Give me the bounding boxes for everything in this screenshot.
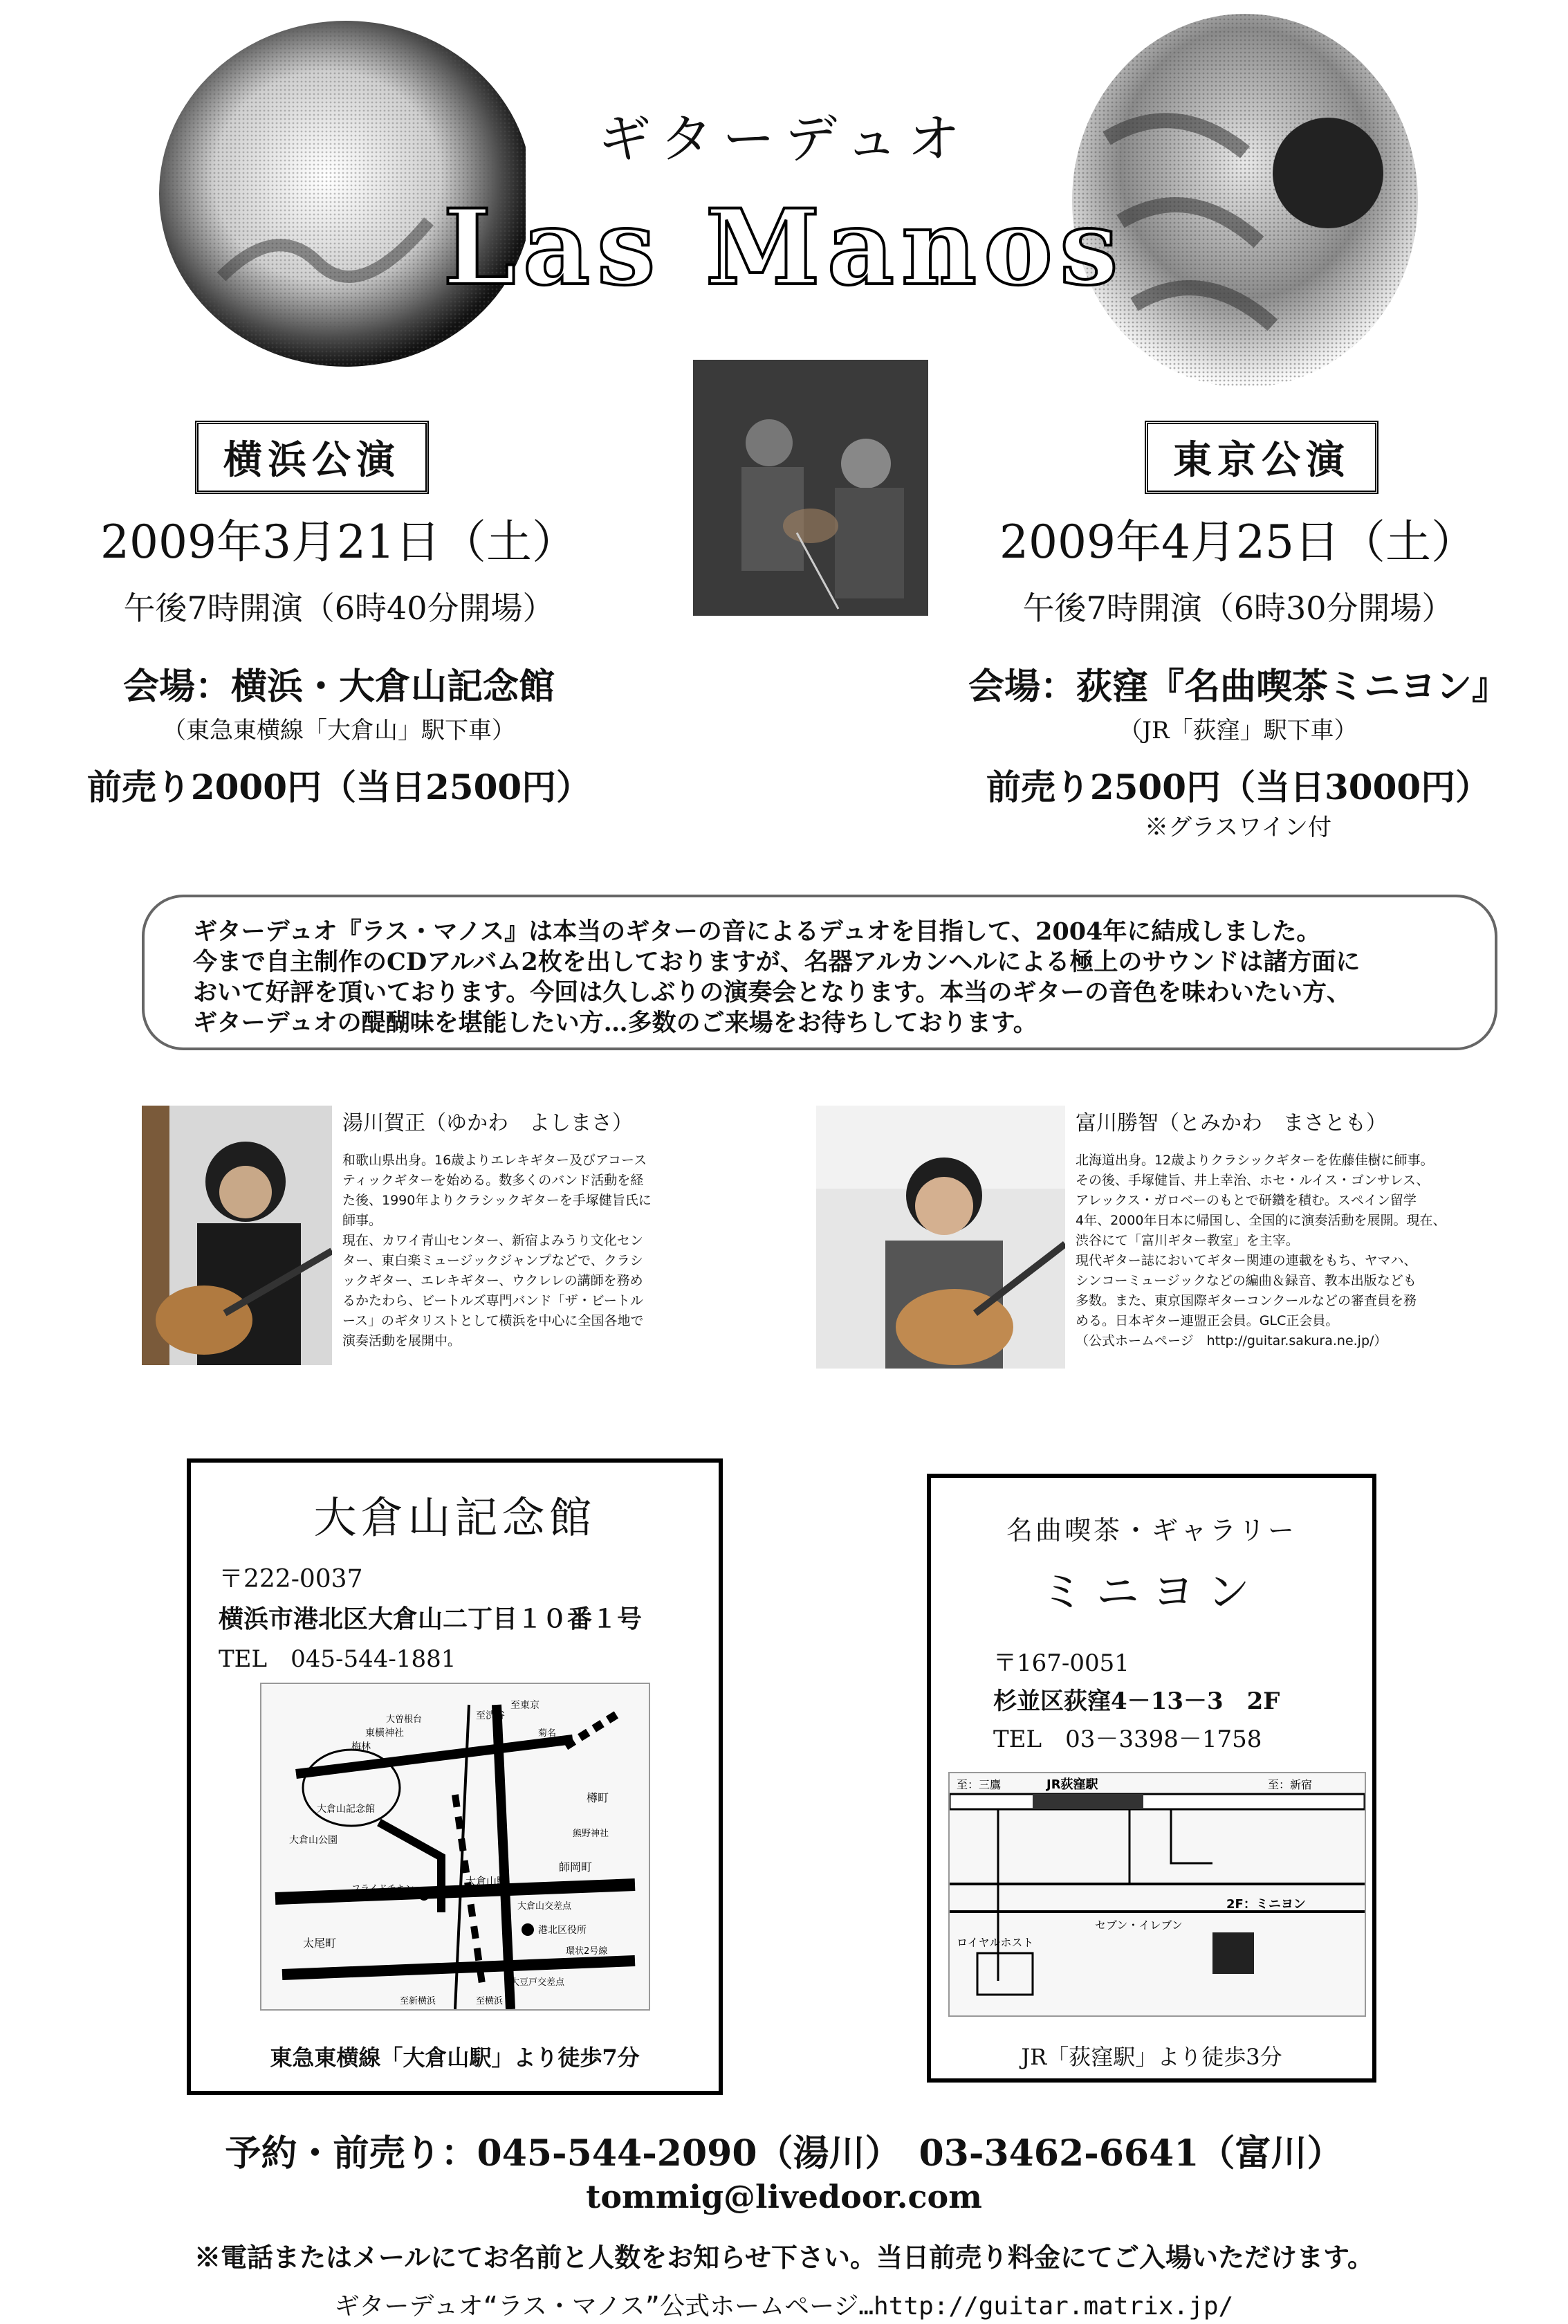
map-label: 熊野神社 [573,1829,609,1839]
map-label: 2F：ミニヨン [1226,1897,1306,1912]
bio-line: ター、東白楽ミュージックジャンプなどで、クラシ [342,1253,643,1268]
map-label: 至：三鷹 [957,1778,1002,1791]
yokohama-label: 横浜公演 [195,421,429,494]
tokyo-price: 前売り2500円（当日3000円） [986,767,1491,807]
email-link[interactable]: tommig@livedoor.com [586,2178,982,2215]
map-label: 至渋谷 [476,1710,505,1721]
venue2-name: ミニヨン [1040,1566,1262,1617]
map-label: 大倉山公園 [289,1835,338,1846]
tokyo-label: 東京公演 [1145,421,1378,494]
venue1-map [260,1683,650,2011]
venue2-zip: 〒167-0051 [993,1649,1129,1677]
bio-line: める。日本ギター連盟正会員。GLC正会員。 [1076,1313,1339,1328]
bio-line: 現代ギター誌においてギター関連の連載をもち、ヤマハ、 [1076,1253,1417,1268]
blurb-line: 今まで自主制作のCDアルバム2枚を出しておりますが、名器アルカンヘルによる極上のサウンドは諸方面に [193,948,1361,976]
bio-line: その後、手塚健旨、井上幸治、ホセ・ルイス・ゴンサレス、 [1076,1173,1430,1188]
map-label: 港北区役所 [538,1925,587,1936]
tokyo-venue: 会場：荻窪『名曲喫茶ミニヨン』 [968,666,1508,708]
venue1-address: 横浜市港北区大倉山二丁目１０番１号 [219,1604,643,1634]
venue2-tel: TEL 03－3398－1758 [993,1726,1262,1753]
map-label: 菊名 [538,1728,557,1739]
map-label: 大倉山駅 [465,1875,508,1887]
venue2-address: 杉並区荻窪4－13－3 2F [993,1687,1280,1715]
yokohama-date: 2009年3月21日（土） [100,515,578,569]
blurb-line: ギターデュオの醍醐味を堪能したい方…多数のご来場をお待ちしております。 [193,1009,1037,1037]
yokohama-access: （東急東横線「大倉山」駅下車） [163,717,515,744]
header-subtitle: ギターデュオ [598,108,970,170]
map-label: セブン・イレブン [1095,1919,1183,1932]
map-label: ロイヤルホスト [957,1936,1034,1949]
reservation-line: 予約・前売り：045-544-2090（湯川） 03-3462-6641（富川） [225,2132,1343,2175]
map-label: 大倉山記念館 [317,1804,375,1815]
map-label: 東横神社 [365,1728,404,1739]
venue2-directions: JR「荻窪駅」より徒歩3分 [1021,2044,1282,2070]
bio-line: るかたわら、ビートルズ専門バンド「ザ・ビートル [342,1293,643,1308]
venue2-map [948,1772,1366,2017]
bio-line: アレックス・ガロベーのもとで研鑽を積む。スペイン留学 [1076,1193,1417,1208]
map-label: 梅林 [351,1741,371,1753]
blurb-line: ギターデュオ『ラス・マノス』は本当のギターの音によるデュオを目指して、2004年に結成しました。 [193,917,1321,946]
duo-photo [693,360,928,616]
website-link[interactable]: ギターデュオ“ラス・マノス”公式ホームページ…http://guitar.matrix.jp/ [334,2292,1234,2321]
venue1-box [187,1458,723,2095]
bio-line: 渋谷にて「富川ギター教室」を主宰。 [1076,1233,1299,1248]
tomikawa-bio [1076,1151,1532,1351]
blurb-line: おいて好評を頂いております。今回は久しぶりの演奏会となります。本当のギターの音色を味わいたい方、 [193,978,1352,1007]
yokohama-price: 前売り2000円（当日2500円） [86,767,591,807]
bio-line: ティックギターを始める。数多くのバンド活動を経 [342,1173,644,1188]
tomikawa-photo [816,1106,1065,1369]
booking-note: ※電話またはメールにてお名前と人数をお知らせ下さい。当日前売り料金にてご入場いただけます。 [194,2242,1374,2273]
bio-line: 和歌山県出身。16歳よりエレキギター及びアコース [342,1153,647,1168]
bio-line: シンコーミュージックなどの編曲＆録音、教本出版なども [1076,1273,1417,1288]
map-label: フライドチキン [351,1884,414,1894]
header-title: Las Manos [443,187,1125,309]
map-label: 至東京 [510,1700,539,1711]
yukawa-photo [142,1106,332,1365]
bio-line: ース」のギタリストとして横浜を中心に全国各地で [342,1313,644,1328]
map-label: 師岡町 [559,1860,593,1874]
tokyo-date: 2009年4月25日（土） [999,515,1477,569]
map-label: 至：新宿 [1268,1778,1313,1791]
tokyo-note: ※グラスワイン付 [1145,814,1331,841]
bio-line: 4年、2000年日本に帰国し、全国的に演奏活動を展開。現在、 [1076,1213,1446,1228]
venue2-category: 名曲喫茶・ギャラリー [1006,1515,1297,1546]
tomikawa-name: 富川勝智（とみかわ まさとも） [1076,1111,1387,1135]
map-label: JR荻窪駅 [1046,1777,1098,1792]
venue1-directions: 東急東横線「大倉山駅」より徒歩7分 [270,2044,640,2071]
yokohama-venue: 会場：横浜・大倉山記念館 [122,666,555,708]
bio-line: ックギター、エレキギター、ウクレレの講師を務め [342,1273,643,1288]
bio-line: （公式ホームページ http://guitar.sakura.ne.jp/） [1076,1333,1387,1348]
yukawa-name: 湯川賀正（ゆかわ よしまさ） [342,1111,633,1135]
map-label: 樽町 [587,1791,609,1804]
tokyo-time: 午後7時開演（6時30分開場） [1022,589,1454,627]
venue1-name: 大倉山記念館 [313,1492,596,1543]
bio-line: た後、1990年よりクラシックギターを手塚健旨氏に [342,1193,652,1208]
map-label: 至横浜 [476,1996,504,2006]
tokyo-access: （JR「荻窪」駅下車） [1118,717,1358,744]
map-label: 大豆戸交差点 [510,1977,565,1988]
yokohama-time: 午後7時開演（6時40分開場） [123,589,555,627]
map-label: 大曽根台 [386,1714,423,1725]
map-label: 環状2号線 [566,1946,608,1957]
bio-line: 師事。 [342,1213,382,1228]
intro-blurb [142,895,1497,1050]
bio-line: 現在、カワイ青山センター、新宿よみうり文化セン [342,1233,643,1248]
map-label: 至新横浜 [400,1996,436,2006]
yukawa-bio [342,1151,730,1351]
map-label: 大倉山交差点 [517,1901,572,1912]
venue1-tel: TEL 045-544-1881 [219,1645,456,1673]
map-label: 太尾町 [303,1937,337,1950]
venue1-zip: 〒222-0037 [219,1565,363,1593]
bio-line: 北海道出身。12歳よりクラシックギターを佐藤佳樹に師事。 [1076,1153,1434,1168]
bio-line: 演奏活動を展開中。 [342,1333,461,1348]
venue2-box [927,1474,1376,2083]
bio-line: 多数。また、東京国際ギターコンクールなどの審査員を務 [1076,1293,1417,1308]
